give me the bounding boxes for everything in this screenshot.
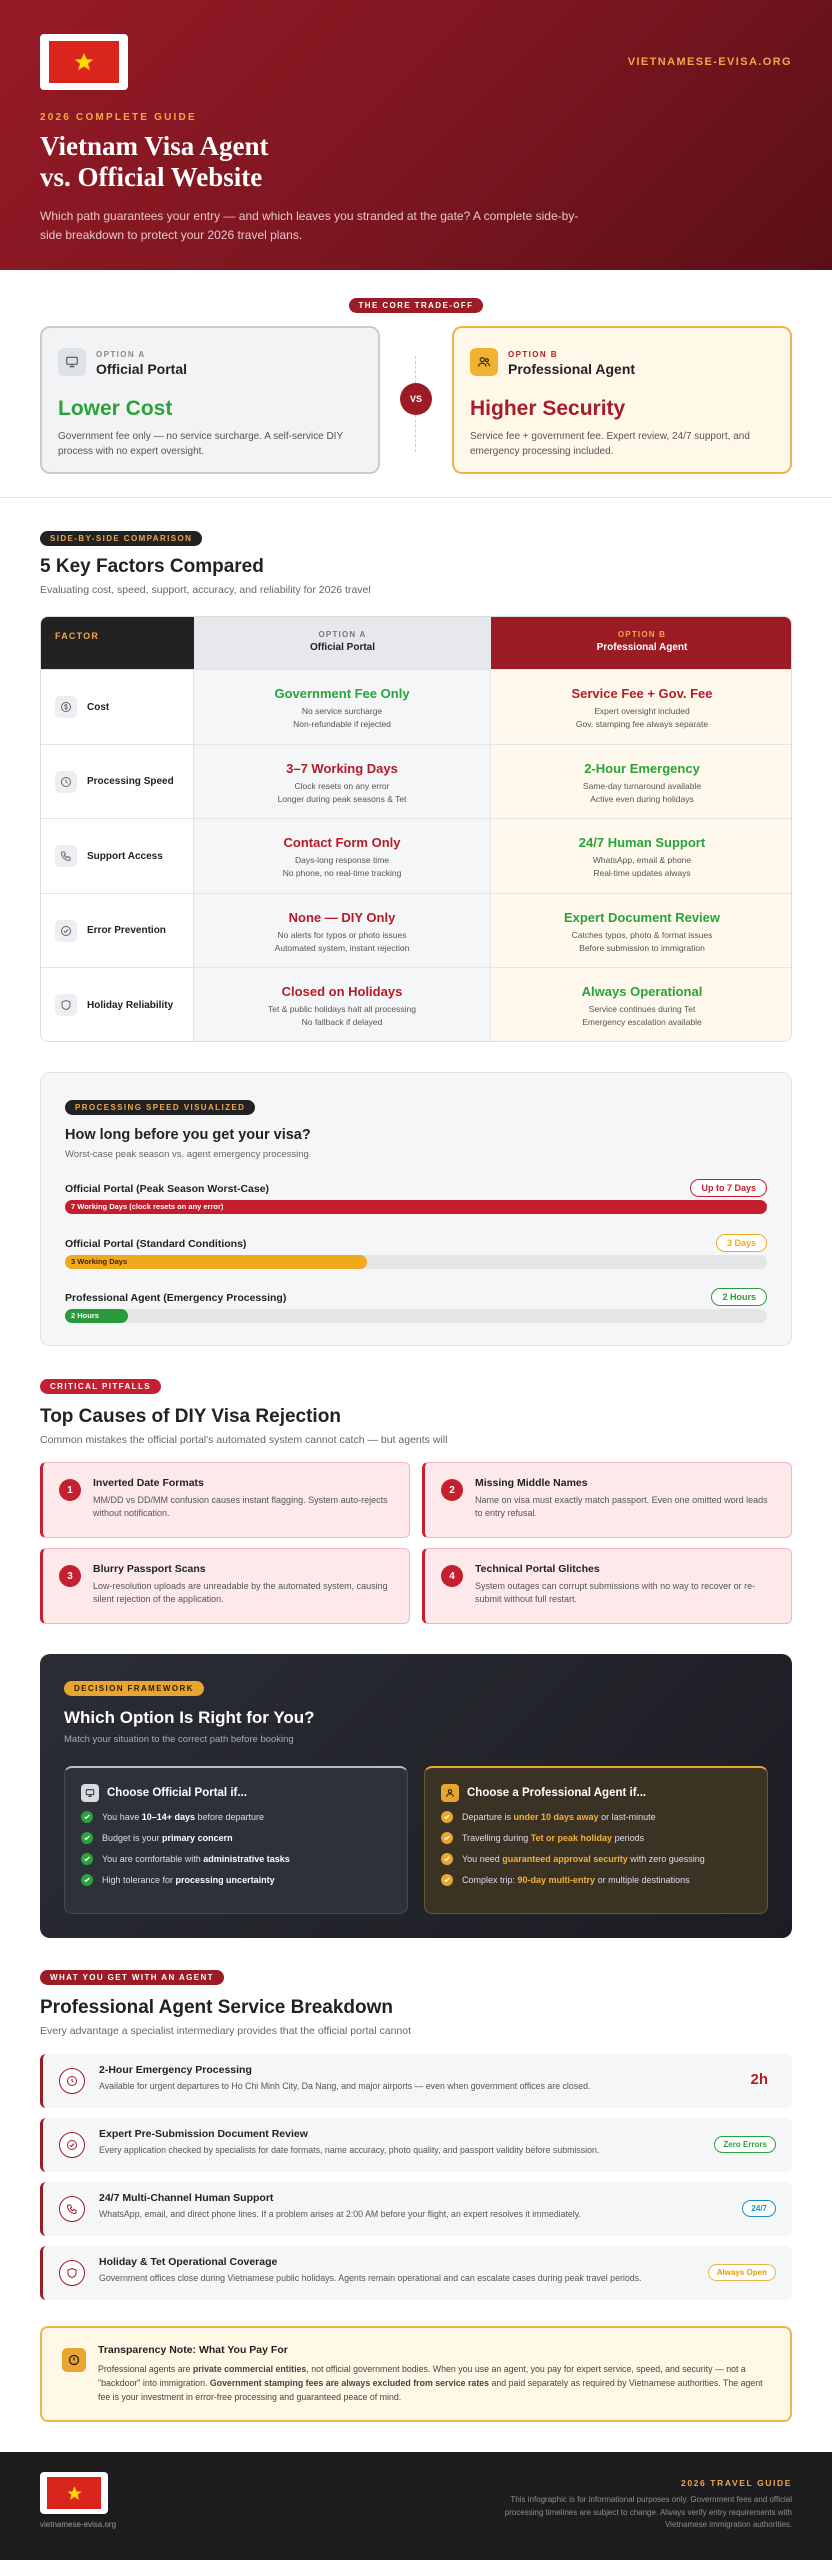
service-desc: Available for urgent departures to Ho Chi Minh City, Da Nang, and major airports — even when government offices are closed. bbox=[99, 2081, 591, 2091]
footer-site-link[interactable]: vietnamese-evisa.org bbox=[40, 2520, 117, 2529]
option-b-cell bbox=[491, 968, 792, 1042]
table-row bbox=[41, 669, 792, 743]
option-a-note: No service surcharge bbox=[301, 706, 383, 716]
vs-badge: VS bbox=[400, 383, 432, 415]
speed-bar-fill: 2 Hours bbox=[65, 1309, 128, 1323]
service-desc: Government offices close during Vietnamese public holidays. Agents remain operational and can escalate cases during peak travel periods. bbox=[99, 2273, 642, 2283]
option-a-kicker: OPTION A bbox=[96, 350, 146, 359]
services-heading bbox=[0, 1967, 832, 2037]
page-title: Vietnam Visa Agent vs. Official Website bbox=[40, 131, 269, 192]
table-row bbox=[41, 893, 792, 967]
option-b-note: Before submission to immigration bbox=[579, 942, 705, 953]
phone-icon bbox=[55, 845, 77, 867]
pitfalls-title: Top Causes of DIY Visa Rejection bbox=[40, 1406, 341, 1427]
info-icon bbox=[62, 2348, 86, 2372]
decision-list-item bbox=[441, 1811, 751, 1823]
pitfall-desc: Name on visa must exactly match passport. Even one omitted word leads to entry refusal. bbox=[475, 1495, 768, 1518]
pitfall-title: Technical Portal Glitches bbox=[475, 1563, 600, 1575]
check-icon bbox=[441, 1853, 453, 1865]
option-b-note: Real-time updates always bbox=[593, 868, 691, 878]
speed-bar-track bbox=[65, 1255, 767, 1269]
option-a-cell bbox=[194, 670, 491, 744]
users-icon bbox=[470, 348, 498, 376]
pitfall-desc: System outages can corrupt submissions with no way to recover or re-submit without full restart. bbox=[475, 1581, 756, 1604]
note-title: Transparency Note: What You Pay For bbox=[98, 2344, 288, 2356]
option-b-value: 2-Hour Emergency bbox=[584, 760, 700, 776]
option-b-note: Catches typos, photo & format issues bbox=[571, 929, 713, 940]
factor-name: Error Prevention bbox=[87, 925, 166, 936]
pitfall-title: Inverted Date Formats bbox=[93, 1477, 204, 1489]
section-divider bbox=[0, 497, 832, 498]
option-b-value: Always Operational bbox=[581, 984, 703, 999]
option-a-note: No alerts for typos or photo issues bbox=[277, 929, 407, 940]
service-title: 24/7 Multi-Channel Human Support bbox=[99, 2192, 274, 2204]
speed-bar-badge: 2 Hours bbox=[711, 1288, 767, 1306]
intro-text: Which path guarantees your entry — and which leaves you stranded at the gate? A complete side-by-side breakdown to protect your 2026 travel plans. bbox=[40, 209, 579, 242]
speed-bar-fill: 7 Working Days (clock resets on any error) bbox=[65, 1200, 767, 1214]
option-a-cell bbox=[194, 745, 491, 819]
guide-eyebrow: 2026 COMPLETE GUIDE bbox=[40, 112, 197, 123]
pitfall-title: Blurry Passport Scans bbox=[93, 1563, 206, 1575]
pitfall-card bbox=[422, 1462, 792, 1538]
table-row bbox=[41, 744, 792, 818]
decision-item-text: You need guaranteed approval security with zero guessing bbox=[462, 1854, 705, 1864]
check-icon bbox=[81, 1874, 93, 1886]
decision-item-text: Budget is your primary concern bbox=[102, 1833, 233, 1843]
table-row bbox=[41, 818, 792, 892]
factor-name: Holiday Reliability bbox=[87, 999, 174, 1011]
option-a-headline: Lower Cost bbox=[58, 397, 173, 420]
option-a-note: Non-refundable if rejected bbox=[293, 719, 391, 729]
decision-item-text: You are comfortable with administrative tasks bbox=[102, 1854, 290, 1864]
comparison-heading bbox=[0, 528, 832, 596]
check-icon bbox=[441, 1832, 453, 1844]
option-b-card bbox=[452, 326, 792, 474]
footer-year-label: 2026 TRAVEL GUIDE bbox=[681, 2478, 792, 2488]
comparison-subtitle: Evaluating cost, speed, support, accuracy, and reliability for 2026 travel bbox=[40, 584, 371, 596]
decision-badge: DECISION FRAMEWORK bbox=[64, 1681, 204, 1696]
option-b-note: Expert oversight included bbox=[594, 706, 690, 716]
decision-list-item bbox=[441, 1832, 751, 1844]
option-b-headline: Higher Security bbox=[470, 397, 626, 420]
pitfall-number: 3 bbox=[59, 1565, 81, 1587]
pitfalls-badge: CRITICAL PITFALLS bbox=[40, 1379, 161, 1394]
services-subtitle: Every advantage a specialist intermediary provides that the official portal cannot bbox=[40, 2025, 412, 2037]
table-row bbox=[41, 967, 792, 1041]
speed-bar-track bbox=[65, 1200, 767, 1214]
option-b-note: Active even during holidays bbox=[590, 793, 694, 804]
option-a-note: Longer during peak seasons & Tet bbox=[277, 793, 407, 804]
speed-bar-label: Professional Agent (Emergency Processing) bbox=[65, 1292, 287, 1304]
decision-subtitle: Match your situation to the correct path before booking bbox=[64, 1734, 294, 1745]
factor-name: Support Access bbox=[87, 850, 163, 862]
service-card bbox=[40, 2118, 792, 2172]
option-a-value: Government Fee Only bbox=[274, 686, 410, 701]
service-title: Expert Pre-Submission Document Review bbox=[99, 2128, 308, 2140]
option-a-cell bbox=[194, 819, 491, 893]
option-b-cell bbox=[491, 819, 792, 893]
site-url[interactable]: VIETNAMESE-EVISA.ORG bbox=[627, 56, 792, 68]
decision-item-text: You have 10–14+ days before departure bbox=[102, 1812, 265, 1822]
pitfall-number: 2 bbox=[441, 1479, 463, 1501]
factor-name: Processing Speed bbox=[87, 776, 174, 787]
pitfall-card bbox=[40, 1462, 410, 1538]
vietnam-flag-logo bbox=[40, 2472, 108, 2514]
pitfalls-subtitle: Common mistakes the official portal's automated system cannot catch — but agents will bbox=[40, 1434, 448, 1446]
services-badge: WHAT YOU GET WITH AN AGENT bbox=[40, 1970, 224, 1985]
option-a-note: Days-long response time bbox=[294, 855, 389, 865]
clock-icon bbox=[55, 771, 77, 793]
option-b-note: Same-day turnaround available bbox=[582, 780, 702, 791]
option-a-desc: Government fee only — no service surcharge. A self-service DIY process with no expert oversight. bbox=[58, 431, 343, 457]
phone-icon bbox=[59, 2196, 85, 2222]
factor-cell bbox=[41, 968, 194, 1042]
service-card bbox=[40, 2054, 792, 2108]
pitfall-title: Missing Middle Names bbox=[475, 1477, 588, 1489]
option-b-desc: Service fee + government fee. Expert review, 24/7 support, and emergency processing included. bbox=[470, 431, 750, 457]
option-a-note: Clock resets on any error bbox=[294, 780, 390, 791]
decision-item-text: Complex trip: 90-day multi-entry or multiple destinations bbox=[462, 1875, 690, 1885]
check-circle-icon bbox=[59, 2132, 85, 2158]
monitor-icon bbox=[58, 348, 86, 376]
option-a-cell bbox=[194, 894, 491, 968]
transparency-note bbox=[40, 2326, 792, 2422]
option-a-note: No fallback if delayed bbox=[301, 1017, 383, 1027]
agent-choice-card bbox=[424, 1766, 768, 1914]
comparison-table bbox=[40, 616, 792, 1042]
option-a-note: Automated system, instant rejection bbox=[274, 942, 410, 953]
pitfall-number: 4 bbox=[441, 1565, 463, 1587]
agent-choice-heading: Choose a Professional Agent if... bbox=[467, 1787, 647, 1799]
option-b-name: Professional Agent bbox=[508, 361, 636, 377]
option-b-cell bbox=[491, 894, 792, 968]
speed-bar-badge: 3 Days bbox=[716, 1234, 767, 1252]
dollar-icon bbox=[55, 696, 77, 718]
option-b-cell bbox=[491, 745, 792, 819]
decision-list-item bbox=[81, 1811, 391, 1823]
clock-icon bbox=[59, 2068, 85, 2094]
option-b-kicker: OPTION B bbox=[508, 350, 558, 359]
decision-item-text: Travelling during Tet or peak holiday periods bbox=[462, 1833, 645, 1843]
tradeoff-badge-wrap bbox=[0, 295, 832, 313]
service-tag: Zero Errors bbox=[714, 2136, 776, 2153]
footer bbox=[0, 2452, 832, 2560]
pitfall-desc: MM/DD vs DD/MM confusion causes instant flagging. System auto-rejects without notification. bbox=[93, 1495, 388, 1518]
option-a-name: Official Portal bbox=[96, 361, 188, 377]
pitfall-card bbox=[40, 1548, 410, 1624]
factor-column-header: FACTOR bbox=[41, 617, 194, 669]
option-a-value: Contact Form Only bbox=[283, 835, 401, 850]
check-icon bbox=[81, 1853, 93, 1865]
footer-disclaimer: This infographic is for informational purposes only. Government fees and official processing timelines are subject to change. Always verify entry requirements with Vietnamese immigration authorities. bbox=[504, 2495, 792, 2529]
speed-bar-fill: 3 Working Days bbox=[65, 1255, 367, 1269]
decision-list-item bbox=[441, 1853, 751, 1865]
service-card bbox=[40, 2182, 792, 2236]
factor-cell bbox=[41, 745, 194, 819]
option-a-note: No phone, no real-time tracking bbox=[282, 868, 402, 878]
pitfall-card bbox=[422, 1548, 792, 1624]
option-a-value: Closed on Holidays bbox=[281, 984, 403, 999]
factor-name: Cost bbox=[87, 701, 110, 713]
check-icon bbox=[81, 1832, 93, 1844]
portal-choice-card bbox=[64, 1766, 408, 1914]
comparison-badge: SIDE-BY-SIDE COMPARISON bbox=[40, 531, 202, 546]
hero-header bbox=[0, 0, 832, 270]
decision-list-item bbox=[441, 1874, 751, 1886]
option-b-cell bbox=[491, 670, 792, 744]
decision-list-item bbox=[81, 1853, 391, 1865]
decision-list-item bbox=[81, 1832, 391, 1844]
service-title: 2-Hour Emergency Processing bbox=[99, 2064, 252, 2076]
service-desc: Every application checked by specialists for date formats, name accuracy, photo quality, and passport validity before submission. bbox=[99, 2145, 600, 2155]
service-desc: WhatsApp, email, and direct phone lines. If a problem arises at 2:00 AM before your flight, an expert resolves it immediately. bbox=[99, 2209, 581, 2219]
check-circle-icon bbox=[55, 920, 77, 942]
speed-panel bbox=[40, 1072, 792, 1346]
option-b-note: Emergency escalation available bbox=[582, 1017, 702, 1027]
decision-title: Which Option Is Right for You? bbox=[64, 1708, 315, 1727]
check-icon bbox=[441, 1811, 453, 1823]
speed-bar-badge: Up to 7 Days bbox=[690, 1179, 767, 1197]
pitfall-desc: Low-resolution uploads are unreadable by the automated system, causing silent rejection of the application. bbox=[93, 1581, 388, 1604]
pitfalls-heading bbox=[0, 1376, 832, 1446]
option-b-value: 24/7 Human Support bbox=[578, 835, 706, 850]
tradeoff-badge: THE CORE TRADE-OFF bbox=[349, 298, 484, 313]
service-tag: 24/7 bbox=[742, 2200, 776, 2217]
option-a-note: Tet & public holidays halt all processing bbox=[268, 1004, 416, 1014]
option-a-card bbox=[40, 326, 380, 474]
decision-item-text: Departure is under 10 days away or last-minute bbox=[462, 1812, 656, 1822]
shield-icon bbox=[59, 2260, 85, 2286]
check-icon bbox=[81, 1811, 93, 1823]
speed-bar-label: Official Portal (Peak Season Worst-Case) bbox=[65, 1183, 270, 1195]
note-body: Professional agents are private commercial entities, not official government bodies. When you use an agent, you pay for expert service, speed, and security — not a "backdoor" into immigration. Government stamping fees are always excluded from service rates and paid separately as required by Vietnamese authorities. The agent fee is your investment in error-free processing and guaranteed peace of mind. bbox=[98, 2364, 763, 2402]
option-b-note: Service continues during Tet bbox=[588, 1004, 696, 1014]
services-title: Professional Agent Service Breakdown bbox=[40, 1997, 394, 2018]
decision-list-item bbox=[81, 1874, 391, 1886]
comparison-title: 5 Key Factors Compared bbox=[40, 556, 264, 577]
option-a-value: None — DIY Only bbox=[288, 909, 396, 925]
service-card bbox=[40, 2246, 792, 2300]
option-b-note: Gov. stamping fee always separate bbox=[575, 719, 709, 729]
check-icon bbox=[441, 1874, 453, 1886]
option-b-value: Service Fee + Gov. Fee bbox=[571, 686, 713, 701]
speed-subtitle: Worst-case peak season vs. agent emergency processing bbox=[65, 1149, 309, 1160]
speed-bar-label: Official Portal (Standard Conditions) bbox=[65, 1238, 247, 1250]
option-a-column-header: OPTION A Official Portal bbox=[194, 617, 491, 669]
option-b-column-header: OPTION B Professional Agent bbox=[491, 617, 792, 669]
factor-cell bbox=[41, 894, 194, 968]
monitor-icon bbox=[81, 1784, 99, 1802]
decision-panel bbox=[40, 1654, 792, 1938]
user-icon bbox=[441, 1784, 459, 1802]
option-a-value: 3–7 Working Days bbox=[286, 760, 398, 776]
service-title: Holiday & Tet Operational Coverage bbox=[99, 2256, 278, 2268]
speed-title: How long before you get your visa? bbox=[65, 1127, 311, 1143]
option-b-note: WhatsApp, email & phone bbox=[592, 855, 692, 865]
speed-bar-track bbox=[65, 1309, 767, 1323]
shield-icon bbox=[55, 994, 77, 1016]
service-tag: 2h bbox=[750, 2071, 768, 2088]
speed-badge: PROCESSING SPEED VISUALIZED bbox=[65, 1100, 255, 1115]
service-tag: Always Open bbox=[708, 2264, 776, 2281]
option-a-cell bbox=[194, 968, 491, 1042]
portal-choice-heading: Choose Official Portal if... bbox=[107, 1787, 247, 1799]
factor-cell bbox=[41, 819, 194, 893]
vietnam-flag-logo bbox=[40, 34, 128, 90]
pitfall-number: 1 bbox=[59, 1479, 81, 1501]
factor-cell bbox=[41, 670, 194, 744]
decision-item-text: High tolerance for processing uncertainty bbox=[102, 1875, 275, 1885]
option-b-value: Expert Document Review bbox=[563, 909, 721, 925]
